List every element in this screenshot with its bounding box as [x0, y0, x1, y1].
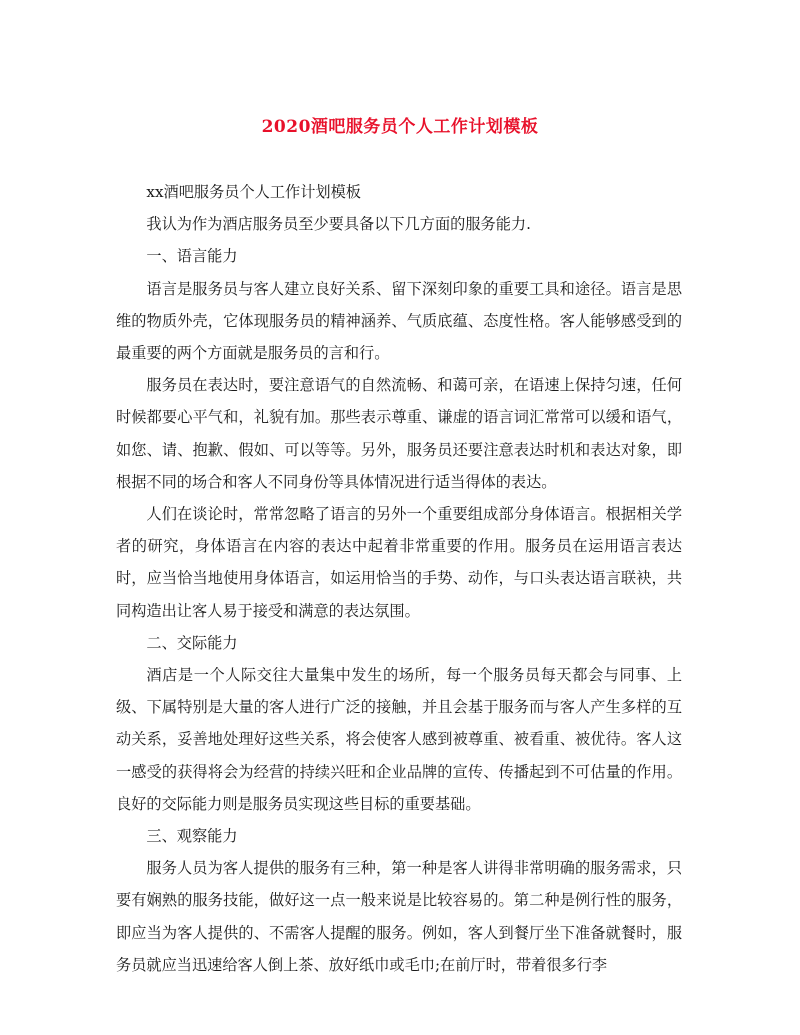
- paragraph-observation: 服务人员为客人提供的服务有三种，第一种是客人讲得非常明确的服务需求，只要有娴熟的服务技能，做好这一点一般来说是比较容易的。第二种是例行性的服务，即应当为客人提供的、不需客人提醒的服务。例如，客人到餐厅坐下准备就餐时，服务员就应当迅速给客人倒上茶、放好纸巾或毛巾;在前厅时，带着很多行李: [116, 859, 682, 974]
- paragraph-intro: 我认为作为酒店服务员至少要具备以下几方面的服务能力.: [146, 215, 531, 234]
- paragraph-intro-title: xx酒吧服务员个人工作计划模板: [146, 183, 361, 201]
- paragraph-communication: 酒店是一个人际交往大量集中发生的场所，每一个服务员每天都会与同事、上级、下属特别是大量的客人进行广泛的接触，并且会基于服务而与客人产生多样的互动关系，妥善地处理好这些关系，将会使客人感到被尊重、被看重、被优待。客人这一感受的获得将会为经营的持续兴旺和企业品牌的宣传、传播起到不可估量的作用。良好的交际能力则是服务员实现这些目标的重要基础。: [116, 666, 682, 813]
- paragraph-language-1: 语言是服务员与客人建立良好关系、留下深刻印象的重要工具和途径。语言是思维的物质外壳，它体现服务员的精神涵养、气质底蕴、态度性格。客人能够感受到的最重要的两个方面就是服务员的言和行。: [116, 279, 682, 363]
- section-heading-observation: 三、观察能力: [146, 827, 238, 846]
- document-body: [116, 176, 682, 981]
- paragraph-language-3: 人们在谈论时，常常忽略了语言的另外一个重要组成部分身体语言。根据相关学者的研究，身体语言在内容的表达中起着非常重要的作用。服务员在运用语言表达时，应当恰当地使用身体语言，如运用恰当的手势、动作，与口头表达语言联袂，共同构造出让客人易于接受和满意的表达氛围。: [116, 505, 682, 620]
- paragraph-language-2: 服务员在表达时，要注意语气的自然流畅、和蔼可亲，在语速上保持匀速，任何时候都要心平气和，礼貌有加。那些表示尊重、谦虚的语言词汇常常可以缓和语气，如您、请、抱歉、假如、可以等等。另外，服务员还要注意表达时机和表达对象，即根据不同的场合和客人不同身份等具体情况进行适当得体的表达。: [116, 376, 682, 491]
- section-heading-language: 一、语言能力: [146, 247, 238, 266]
- document-title: 2020酒吧服务员个人工作计划模板: [261, 117, 539, 137]
- section-heading-communication: 二、交际能力: [146, 633, 238, 652]
